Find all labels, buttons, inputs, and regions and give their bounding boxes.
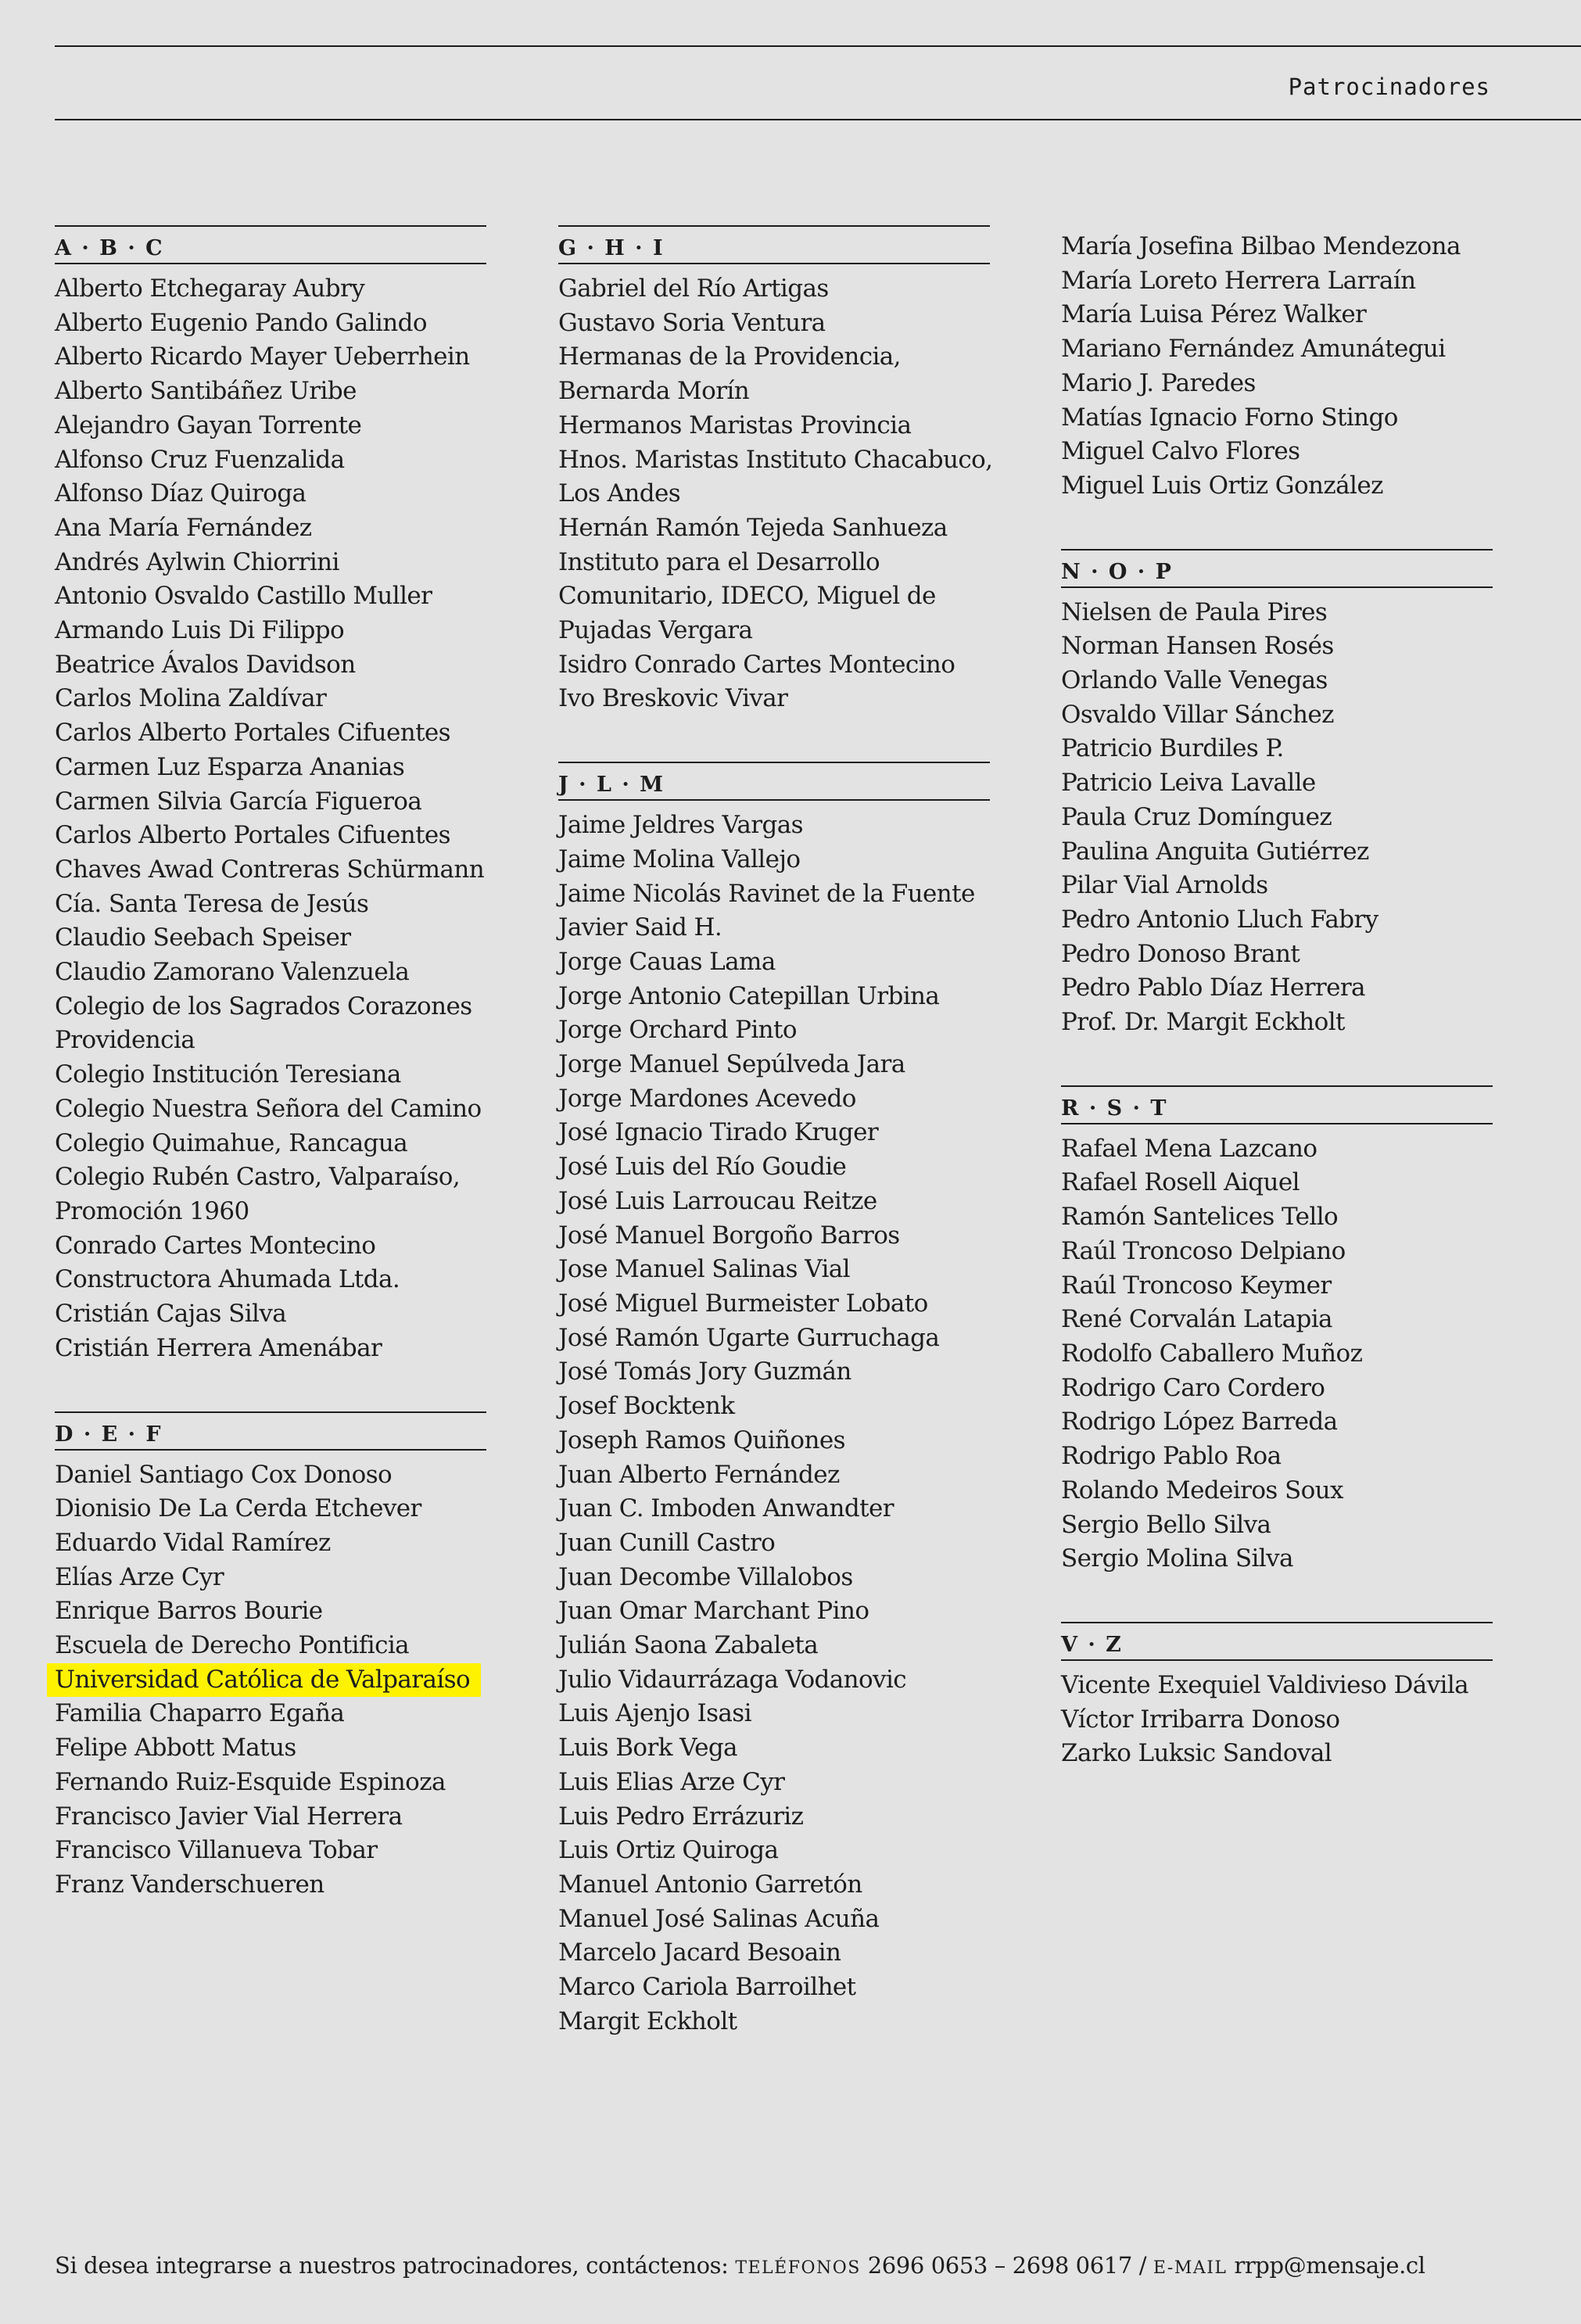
sponsor-entry: Jorge Manuel Sepúlveda Jara [558,1050,905,1079]
sponsor-entry: Cristián Cajas Silva [55,1300,287,1329]
sponsor-entry: Luis Pedro Errázuriz [558,1802,804,1831]
sponsor-entry: Josef Bocktenk [558,1392,735,1421]
sponsor-entry: Juan Cunill Castro [558,1528,776,1557]
sponsor-entry: Alberto Santibáñez Uribe [55,377,357,406]
sponsor-entry: Paulina Anguita Gutiérrez [1061,837,1369,866]
sponsor-entry: Claudio Seebach Speiser [55,924,351,952]
sponsor-entry: Pujadas Vergara [558,616,753,645]
sponsor-entry: Gabriel del Río Artigas [558,274,829,303]
sponsor-entry: Francisco Villanueva Tobar [55,1836,378,1865]
sponsor-entry: Margit Eckholt [558,2007,737,2035]
sponsor-entry: Marco Cariola Barroilhet [558,1973,856,2002]
sponsor-entry: Isidro Conrado Cartes Montecino [558,650,955,679]
sponsor-entry: Jaime Nicolás Ravinet de la Fuente [558,879,975,908]
sponsor-entry: Juan Alberto Fernández [558,1460,840,1489]
sponsor-entry: Jose Manuel Salinas Vial [558,1255,850,1284]
sponsor-entry: Claudio Zamorano Valenzuela [55,958,410,987]
sponsor-entry: María Luisa Pérez Walker [1061,300,1367,329]
sponsor-list [1061,230,1493,504]
sponsor-section [1061,1085,1493,1576]
sponsor-entry: Luis Ortiz Quiroga [558,1836,779,1865]
sponsor-section [558,225,993,716]
sponsor-entry: Escuela de Derecho Pontificia [55,1631,410,1660]
sponsor-entry: Joseph Ramos Quiñones [558,1426,845,1454]
page-footer [55,2252,1425,2279]
sponsor-entry: Jorge Antonio Catepillan Urbina [558,981,940,1010]
sponsor-entry: Luis Elias Arze Cyr [558,1767,785,1796]
sponsor-entry: Pedro Donoso Brant [1061,939,1300,968]
sponsor-entry: Colegio Rubén Castro, Valparaíso, [55,1163,461,1192]
sponsor-entry: Francisco Javier Vial Herrera [55,1802,403,1831]
sponsor-list [558,272,993,716]
sponsor-entry: Alberto Eugenio Pando Galindo [55,308,427,337]
sponsor-entry: José Ramón Ugarte Gurruchaga [558,1323,940,1352]
sponsor-entry: Matías Ignacio Forno Stingo [1061,403,1398,432]
sponsor-entry: Jaime Molina Vallejo [558,845,801,873]
sponsor-entry: Bernarda Morín [558,377,750,406]
sponsor-entry: Víctor Irribarra Donoso [1061,1705,1340,1734]
sponsor-entry: Andrés Aylwin Chiorrini [55,547,339,576]
sponsor-entry: Colegio Quimahue, Rancagua [55,1128,408,1157]
sponsor-entry: Luis Bork Vega [558,1734,737,1763]
sponsor-entry: Manuel José Salinas Acuña [558,1904,880,1933]
sponsor-entry: Enrique Barros Bourie [55,1597,323,1626]
sponsor-entry: Miguel Calvo Flores [1061,437,1300,466]
sponsor-entry: Zarko Luksic Sandoval [1061,1739,1332,1768]
sponsor-entry: Raúl Troncoso Keymer [1061,1271,1332,1300]
sponsor-entry: Hermanos Maristas Provincia [558,411,912,439]
page-header [55,47,1581,120]
sponsor-entry: Pilar Vial Arnolds [1061,871,1268,900]
sponsor-entry: Norman Hansen Rosés [1061,632,1334,661]
sponsor-entry: Pedro Pablo Díaz Herrera [1061,974,1365,1002]
sponsor-entry: Mariano Fernández Amunátegui [1061,335,1446,364]
section-heading: D · E · F [55,1411,486,1451]
sponsor-entry: María Loreto Herrera Larraín [1061,266,1416,295]
sponsor-entry: Rodrigo Caro Cordero [1061,1373,1325,1402]
sponsor-entry: Providencia [55,1026,195,1055]
sponsor-entry: Franz Vanderschueren [55,1870,324,1899]
sponsor-entry: Conrado Cartes Montecino [55,1231,376,1260]
sponsor-entry: José Luis del Río Goudie [558,1153,847,1182]
sponsor-list [1061,596,1493,1040]
sponsor-entry: Paula Cruz Domínguez [1061,802,1332,831]
sponsor-entry: Javier Said H. [558,913,722,942]
email-address: rrpp@mensaje.cl [1234,2252,1425,2279]
sponsor-entry: Fernando Ruiz-Esquide Espinoza [55,1767,446,1796]
sponsor-entry: Constructora Ahumada Ltda. [55,1265,400,1294]
sponsor-entry: Carmen Luz Esparza Ananias [55,752,405,781]
sponsor-entry: Ivo Breskovic Vivar [558,684,788,713]
sponsor-entry: Colegio Nuestra Señora del Camino [55,1094,482,1123]
sponsor-list [558,809,990,2039]
sponsor-section [55,1411,486,1903]
sponsor-entry: Hernán Ramón Tejeda Sanhueza [558,513,948,542]
sponsor-entry: Gustavo Soria Ventura [558,308,826,337]
sponsor-entry: Miguel Luis Ortiz González [1061,471,1383,500]
sponsor-entry: Alfonso Díaz Quiroga [55,479,307,508]
sponsor-entry: Orlando Valle Venegas [1061,666,1328,695]
sponsor-entry: Antonio Osvaldo Castillo Muller [55,582,432,611]
sponsor-entry: Vicente Exequiel Valdivieso Dávila [1061,1670,1469,1699]
sponsor-entry: Promoción 1960 [55,1196,249,1225]
sponsor-entry: Comunitario, IDECO, Miguel de [558,582,936,611]
sponsor-entry: Rodrigo Pablo Roa [1061,1442,1282,1471]
sponsor-entry: José Ignacio Tirado Kruger [558,1118,879,1147]
sponsor-entry: Eduardo Vidal Ramírez [55,1528,331,1557]
section-heading: J · L · M [558,762,990,801]
sponsor-entry: Daniel Santiago Cox Donoso [55,1460,393,1489]
sponsor-entry: Hermanas de la Providencia, [558,343,901,371]
sponsor-entry: José Miguel Burmeister Lobato [558,1289,928,1318]
sponsor-entry: Patricio Leiva Lavalle [1061,769,1316,798]
sponsor-entry: Alberto Etchegaray Aubry [55,274,365,303]
section-title: Patrocinadores [1288,74,1490,100]
sponsor-entry: Jaime Jeldres Vargas [558,811,803,840]
sponsor-list [55,1458,486,1903]
sponsor-entry: Manuel Antonio Garretón [558,1870,862,1899]
sponsor-entry: José Tomás Jory Guzmán [558,1357,851,1386]
sponsor-entry: Ramón Santelices Tello [1061,1203,1339,1232]
sponsor-entry: Felipe Abbott Matus [55,1734,296,1763]
sponsor-entry: Jorge Mardones Acevedo [558,1084,856,1113]
sponsor-entry: Jorge Cauas Lama [558,947,776,976]
sponsor-entry: Rodrigo López Barreda [1061,1408,1338,1436]
sponsor-entry: Jorge Orchard Pinto [558,1016,797,1045]
sponsor-section [1061,549,1493,1040]
footer-separator: / [1138,2252,1147,2279]
sponsor-entry: Julio Vidaurrázaga Vodanovic [558,1665,907,1694]
sponsor-entry: Alejandro Gayan Torrente [55,411,362,439]
sponsor-entry: Osvaldo Villar Sánchez [1061,700,1334,729]
sponsor-entry: María Josefina Bilbao Mendezona [1061,232,1461,260]
sponsor-entry: Sergio Bello Silva [1061,1510,1271,1539]
sponsor-entry: Mario J. Paredes [1061,368,1256,397]
sponsor-entry: Carlos Molina Zaldívar [55,684,327,713]
email-label: E-MAIL [1153,2258,1228,2278]
sponsor-entry: Chaves Awad Contreras Schürmann [55,855,485,884]
sponsor-entry: Familia Chaparro Egaña [55,1699,345,1728]
sponsor-entry: Cristián Herrera Amenábar [55,1333,382,1362]
sponsor-entry: José Manuel Borgoño Barros [558,1221,900,1250]
sponsor-entry: Pedro Antonio Lluch Fabry [1061,905,1378,934]
section-heading: N · O · P [1061,549,1493,588]
sponsor-entry: Julián Saona Zabaleta [558,1631,819,1660]
phone-numbers: 2696 0653 – 2698 0617 [867,2252,1132,2279]
column-3 [1061,219,1493,1817]
sponsor-entry: Dionisio De La Cerda Etchever [55,1494,421,1523]
sponsor-section [55,225,486,1366]
sponsor-entry: Marcelo Jacard Besoain [558,1938,841,1967]
sponsor-entry: Colegio de los Sagrados Corazones [55,992,472,1020]
sponsor-entry: Los Andes [558,479,681,508]
sponsor-entry: Alfonso Cruz Fuenzalida [55,445,345,474]
sponsor-entry: Luis Ajenjo Isasi [558,1699,751,1728]
sponsor-entry: Rafael Mena Lazcano [1061,1134,1318,1163]
sponsor-list [1061,1132,1493,1576]
sponsor-entry: Armando Luis Di Filippo [55,616,345,645]
section-heading: A · B · C [55,225,486,264]
sponsor-entry: Rolando Medeiros Soux [1061,1476,1343,1505]
sponsor-entry: Patricio Burdiles P. [1061,734,1284,763]
sponsor-entry: Cía. Santa Teresa de Jesús [55,889,369,918]
sponsor-entry: Juan Decombe Villalobos [558,1562,853,1591]
sponsor-entry: Juan C. Imboden Anwandter [558,1494,894,1523]
sponsor-list [55,272,486,1366]
sponsor-entry: Elías Arze Cyr [55,1562,224,1591]
sponsor-entry: Hnos. Maristas Instituto Chacabuco, [558,445,993,474]
sponsor-entry: Sergio Molina Silva [1061,1544,1293,1573]
sponsor-entry: Ana María Fernández [55,513,312,542]
sponsor-entry: Juan Omar Marchant Pino [558,1597,869,1626]
column-2 [558,219,993,2084]
footer-lead: Si desea integrarse a nuestros patrocinadores, contáctenos: [55,2252,729,2279]
sponsor-section [1061,1622,1493,1771]
sponsor-entry: Carlos Alberto Portales Cifuentes [55,719,450,748]
sponsor-entry: René Corvalán Latapia [1061,1305,1332,1334]
sponsor-entry: Instituto para el Desarrollo [558,547,880,576]
sponsor-section [558,762,990,2039]
sponsor-entry: Raúl Troncoso Delpiano [1061,1236,1346,1265]
sponsor-entry: Nielsen de Paula Pires [1061,597,1328,626]
section-heading: V · Z [1061,1622,1493,1661]
phone-label: TELÉFONOS [735,2258,861,2278]
sponsor-entry: Colegio Institución Teresiana [55,1060,401,1089]
sponsor-entry: Beatrice Ávalos Davidson [55,650,356,679]
highlighted-entry: Universidad Católica de Valparaíso [47,1663,481,1698]
sponsor-entry: José Luis Larroucau Reitze [558,1186,877,1215]
sponsor-list [1061,1669,1493,1771]
sponsor-entry: Rodolfo Caballero Muñoz [1061,1339,1363,1368]
sponsor-entry: Alberto Ricardo Mayer Ueberrhein [55,343,470,371]
sponsor-entry: Carlos Alberto Portales Cifuentes [55,821,450,850]
section-heading: G · H · I [558,225,990,264]
section-heading: R · S · T [1061,1085,1493,1124]
sponsor-entry: Carmen Silvia García Figueroa [55,787,422,816]
column-1 [55,219,486,1948]
sponsor-entry: Prof. Dr. Margit Eckholt [1061,1008,1345,1037]
sponsor-entry: Rafael Rosell Aiquel [1061,1168,1300,1197]
